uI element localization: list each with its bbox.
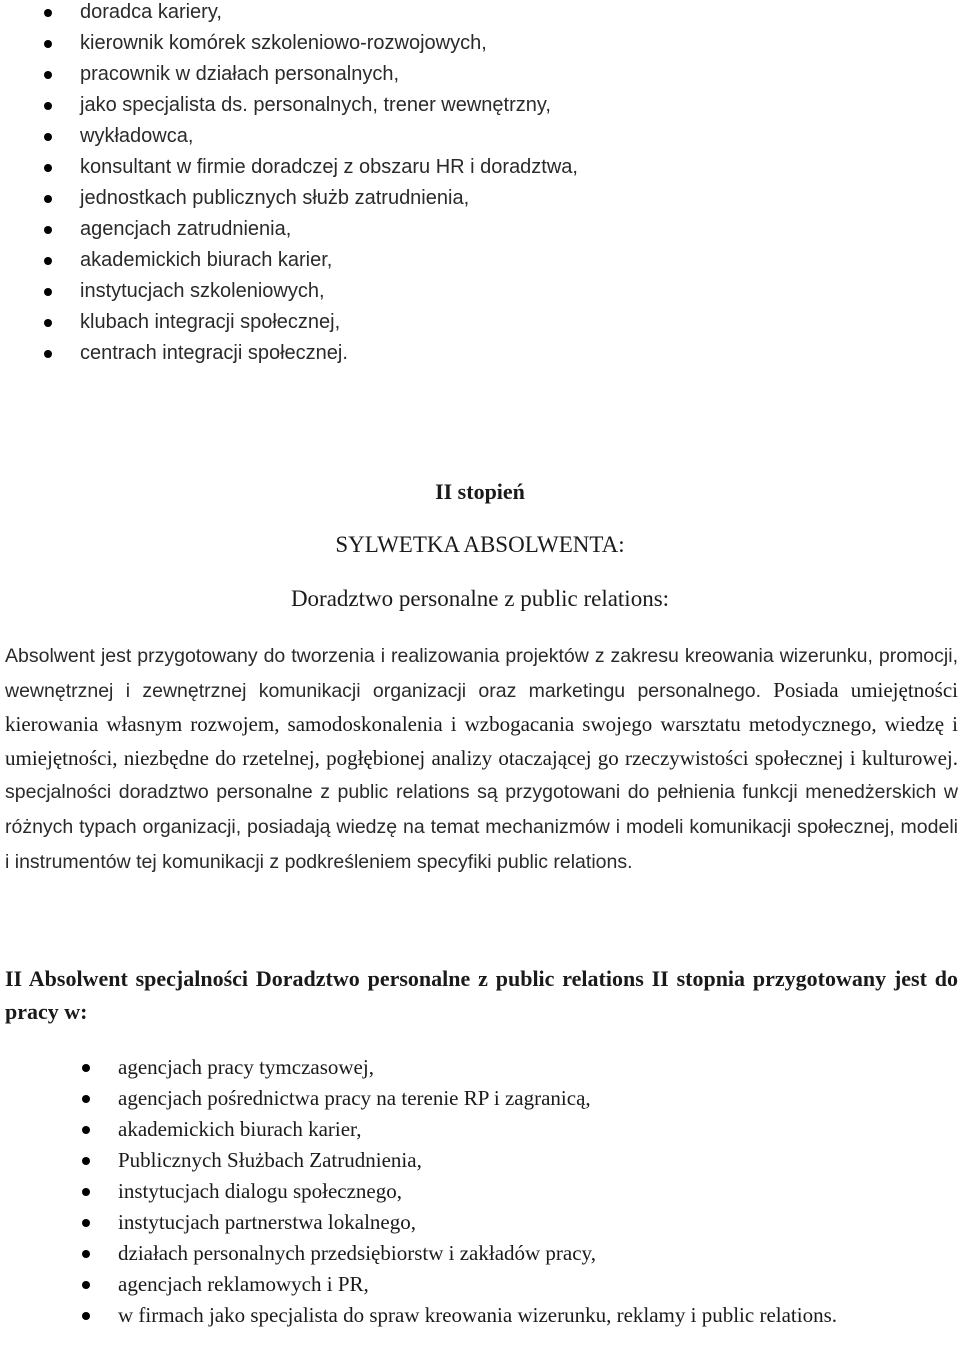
- graduate-description-paragraph: [5, 639, 958, 879]
- list-item-text: agencjach reklamowych i PR,: [118, 1272, 369, 1296]
- bullet-icon: [82, 1064, 90, 1072]
- bullet-icon: [82, 1219, 90, 1227]
- list-item: [0, 1269, 960, 1300]
- list-item: [0, 59, 940, 90]
- employment-list-bottom: [0, 1052, 960, 1331]
- list-item: [0, 152, 940, 183]
- bullet-icon: [82, 1126, 90, 1134]
- bullet-icon: [44, 164, 52, 172]
- bullet-icon: [44, 195, 52, 203]
- list-item: [0, 1300, 960, 1331]
- list-item-text: klubach integracji społecznej,: [80, 311, 341, 333]
- list-item-text: akademickich biurach karier,: [118, 1117, 362, 1141]
- list-item: [0, 276, 940, 307]
- list-item: [0, 0, 940, 28]
- list-item: [0, 1238, 960, 1269]
- list-item: [0, 1145, 960, 1176]
- list-item: [0, 338, 940, 369]
- list-item: [0, 121, 940, 152]
- bullet-icon: [44, 9, 52, 17]
- list-item: [0, 307, 940, 338]
- list-item-text: jednostkach publicznych służb zatrudnienia,: [80, 187, 470, 209]
- bullet-icon: [44, 257, 52, 265]
- list-item-text: jako specjalista ds. personalnych, trener wewnętrzny,: [80, 94, 551, 116]
- list-item: [0, 183, 940, 214]
- list-item-text: instytucjach szkoleniowych,: [80, 280, 325, 302]
- list-item-text: agencjach pośrednictwa pracy na terenie RP i zagranicą,: [118, 1086, 591, 1110]
- list-item-text: agencjach pracy tymczasowej,: [118, 1055, 374, 1079]
- bullet-icon: [82, 1312, 90, 1320]
- list-item-text: doradca kariery,: [80, 1, 222, 23]
- bullet-icon: [82, 1188, 90, 1196]
- list-item-text: akademickich biurach karier,: [80, 249, 333, 271]
- list-item-text: wykładowca,: [80, 125, 194, 147]
- bullet-icon: [82, 1281, 90, 1289]
- list-item: [0, 90, 940, 121]
- bullet-icon: [82, 1250, 90, 1258]
- list-item-text: centrach integracji społecznej.: [80, 342, 348, 364]
- list-item: [0, 214, 940, 245]
- bullet-icon: [44, 102, 52, 110]
- bullet-icon: [44, 319, 52, 327]
- list-item-text: agencjach zatrudnienia,: [80, 218, 292, 240]
- bullet-icon: [44, 226, 52, 234]
- list-item-text: konsultant w firmie doradczej z obszaru HR i doradztwa,: [80, 156, 578, 178]
- paragraph-part-3: specjalności doradztwo personalne z public relations są przygotowani do pełnienia funkcji menedżerskich w różnych typach organizacji, posiadają wiedzę na temat mechanizmów i modeli komunikacji społecznej, modeli i instrumentów tej komunikacji z podkreśleniem specyfiki public relations.: [5, 781, 958, 873]
- list-item-text: Publicznych Służbach Zatrudnienia,: [118, 1148, 422, 1172]
- list-item-text: instytucjach partnerstwa lokalnego,: [118, 1210, 416, 1234]
- bullet-icon: [44, 71, 52, 79]
- list-item-text: pracownik w działach personalnych,: [80, 63, 400, 85]
- list-item: [0, 28, 940, 59]
- list-item: [0, 1052, 960, 1083]
- bullet-icon: [44, 350, 52, 358]
- list-item: [0, 245, 940, 276]
- list-item-text: instytucjach dialogu społecznego,: [118, 1179, 403, 1203]
- paragraph-part-2: Posiada umiejętności kierowania własnym rozwojem, samodoskonalenia i wzbogacania swojego warsztatu metodycznego, wiedzę i umiejętności, niezbędne do rzetelnej, pogłębionej analizy otaczającej go rzeczywistości społecznej i kulturowej.: [5, 677, 959, 770]
- career-list-top: [0, 0, 940, 369]
- list-item-text: działach personalnych przedsiębiorstw i zakładów pracy,: [118, 1241, 596, 1265]
- list-item-text: w firmach jako specjalista do spraw kreowania wizerunku, reklamy i public relations.: [118, 1303, 838, 1327]
- specialization-heading: Doradztwo personalne z public relations:: [290, 586, 670, 611]
- list-item: [0, 1176, 960, 1207]
- list-item: [0, 1207, 960, 1238]
- bullet-icon: [44, 288, 52, 296]
- bullet-icon: [82, 1157, 90, 1165]
- list-item: [0, 1114, 960, 1145]
- degree-heading: II stopień: [435, 479, 525, 504]
- paragraph-part-1: Absolwent jest przygotowany do tworzenia i realizowania projektów z zakresu kreowania wizerunku, promocji, wewnętrznej i zewnętrznej komunikacji organizacji oraz marketingu personalnego.: [5, 645, 958, 702]
- bullet-icon: [44, 133, 52, 141]
- list-item-text: kierownik komórek szkoleniowo-rozwojowych,: [80, 32, 487, 54]
- graduate-profile-heading: SYLWETKA ABSOLWENTA:: [335, 532, 625, 557]
- list-item: [0, 1083, 960, 1114]
- bullet-icon: [82, 1095, 90, 1103]
- bullet-icon: [44, 40, 52, 48]
- employment-lead-in: II Absolwent specjalności Doradztwo personalne z public relations II stopnia przygotowany jest do pracy w:: [5, 966, 958, 1024]
